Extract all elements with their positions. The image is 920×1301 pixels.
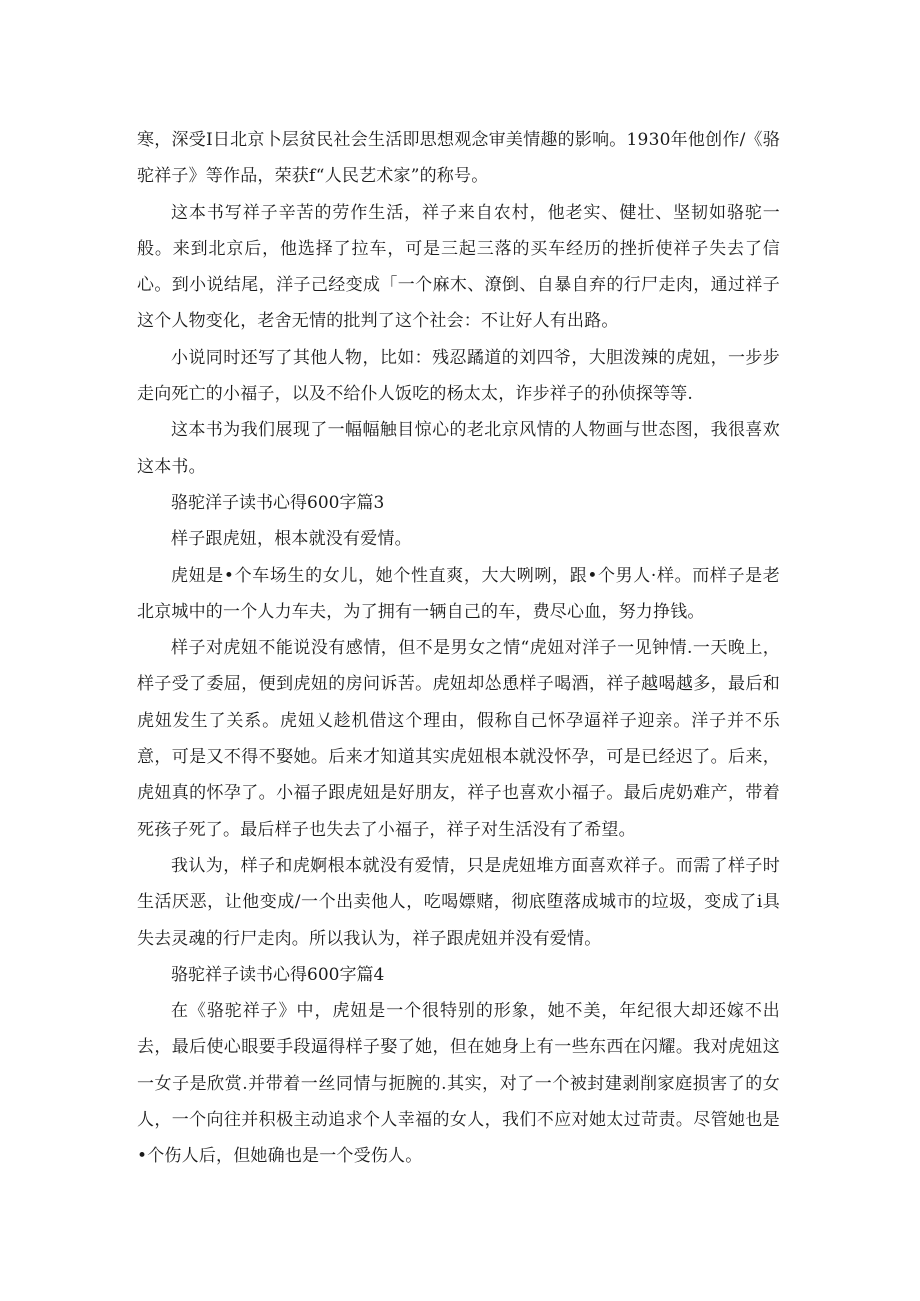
paragraph-3: 小说同时还写了其他人物，比如：残忍蹫道的刘四爷，大胆泼辣的虎妞，一步步走向死亡的小福子，以及不给仆人饭吃的杨太太，诈步祥子的孙侦探等等. [137,347,780,405]
document-page [137,122,780,1175]
paragraph-1: 寒，深受I日北京卜层贫民社会生活即思想观念审美情趣的影响。1930年他创作/《骆驼祥子》等作品，荣获f“人民艺术家”的称号。 [137,130,780,187]
section-heading-4: 骆驼祥子读书心得600字篇4 [171,964,385,985]
paragraph-2: 这本书写祥子辛苦的劳作生活，祥子来自农村，他老实、健壮、坚韧如骆驼一般。来到北京后，他选择了拉车，可是三起三落的买车经历的挫折使祥子失去了信心。到小说结尾，洋子己经变成「一个麻木、潦倒、自暴自弃的行尸走肉，通过祥子这个人物变化，老舍无情的批判了这个社会：不让好人有出路。 [137,202,780,332]
paragraph-9: 在《骆驼祥子》中，虎妞是一个很特别的形象，她不美，年纪很大却还嫁不出去，最后使心眼要手段逼得样子娶了她，但在她身上有一些东西在闪耀。我对虎妞这一女子是欣赏.并带着一丝同情与扼腕的.其实，对了一个被封建剥削家庭损害了的女人，一个向往并积极主动追求个人幸福的女人，我们不应对她太过苛责。尽管她也是•个伤人后，但她确也是一个受伤人。 [137,1001,780,1167]
paragraph-4: 这本书为我们展现了一幅幅触目惊心的老北京风情的人物画与世态图，我很喜欢这本书。 [137,420,780,477]
paragraph-5: 样子跟虎妞，根本就没有爱情。 [171,529,412,550]
section-heading-3: 骆驼洋子读书心得600字篇3 [171,492,385,513]
paragraph-8: 我认为，样子和虎婀根本就没有爱情，只是虎妞堆方面喜欢祥子。而需了样子时生活厌恶，让他变成/一个出卖他人，吃喝嫖赌，彻底堕落成城市的垃圾，变成了i具失去灵魂的行尸走肉。所以我认为，祥子跟虎妞并没有爱情。 [137,855,780,949]
paragraph-6: 虎妞是•个车场生的女儿，她个性直爽，大大咧咧，跟•个男人·样。而样子是老北京城中的一个人力车夫，为了拥有一辆自己的车，费尽心血，努力挣钱。 [137,565,780,622]
paragraph-7: 样子对虎妞不能说没有感情，但不是男女之情“虎妞对洋子一见钟情.一天晚上，样子受了委屈，便到虎妞的房问诉苦。虎妞却怂恿样子喝酒，祥子越喝越多，最后和虎妞发生了关系。虎妞乂趁机借这个理由，假称自己怀孕逼祥子迎亲。洋子并不乐意，可是又不得不娶她。后来才知道其实虎妞根本就没怀孕，可是已经迟了。后来，虎妞真的怀孕了。小福子跟虎妞是好朋友，祥子也喜欢小福子。最后虎奶难产，带着死孩子死了。最后样子也失去了小福子，祥子对生活没有了希望。 [137,638,780,840]
